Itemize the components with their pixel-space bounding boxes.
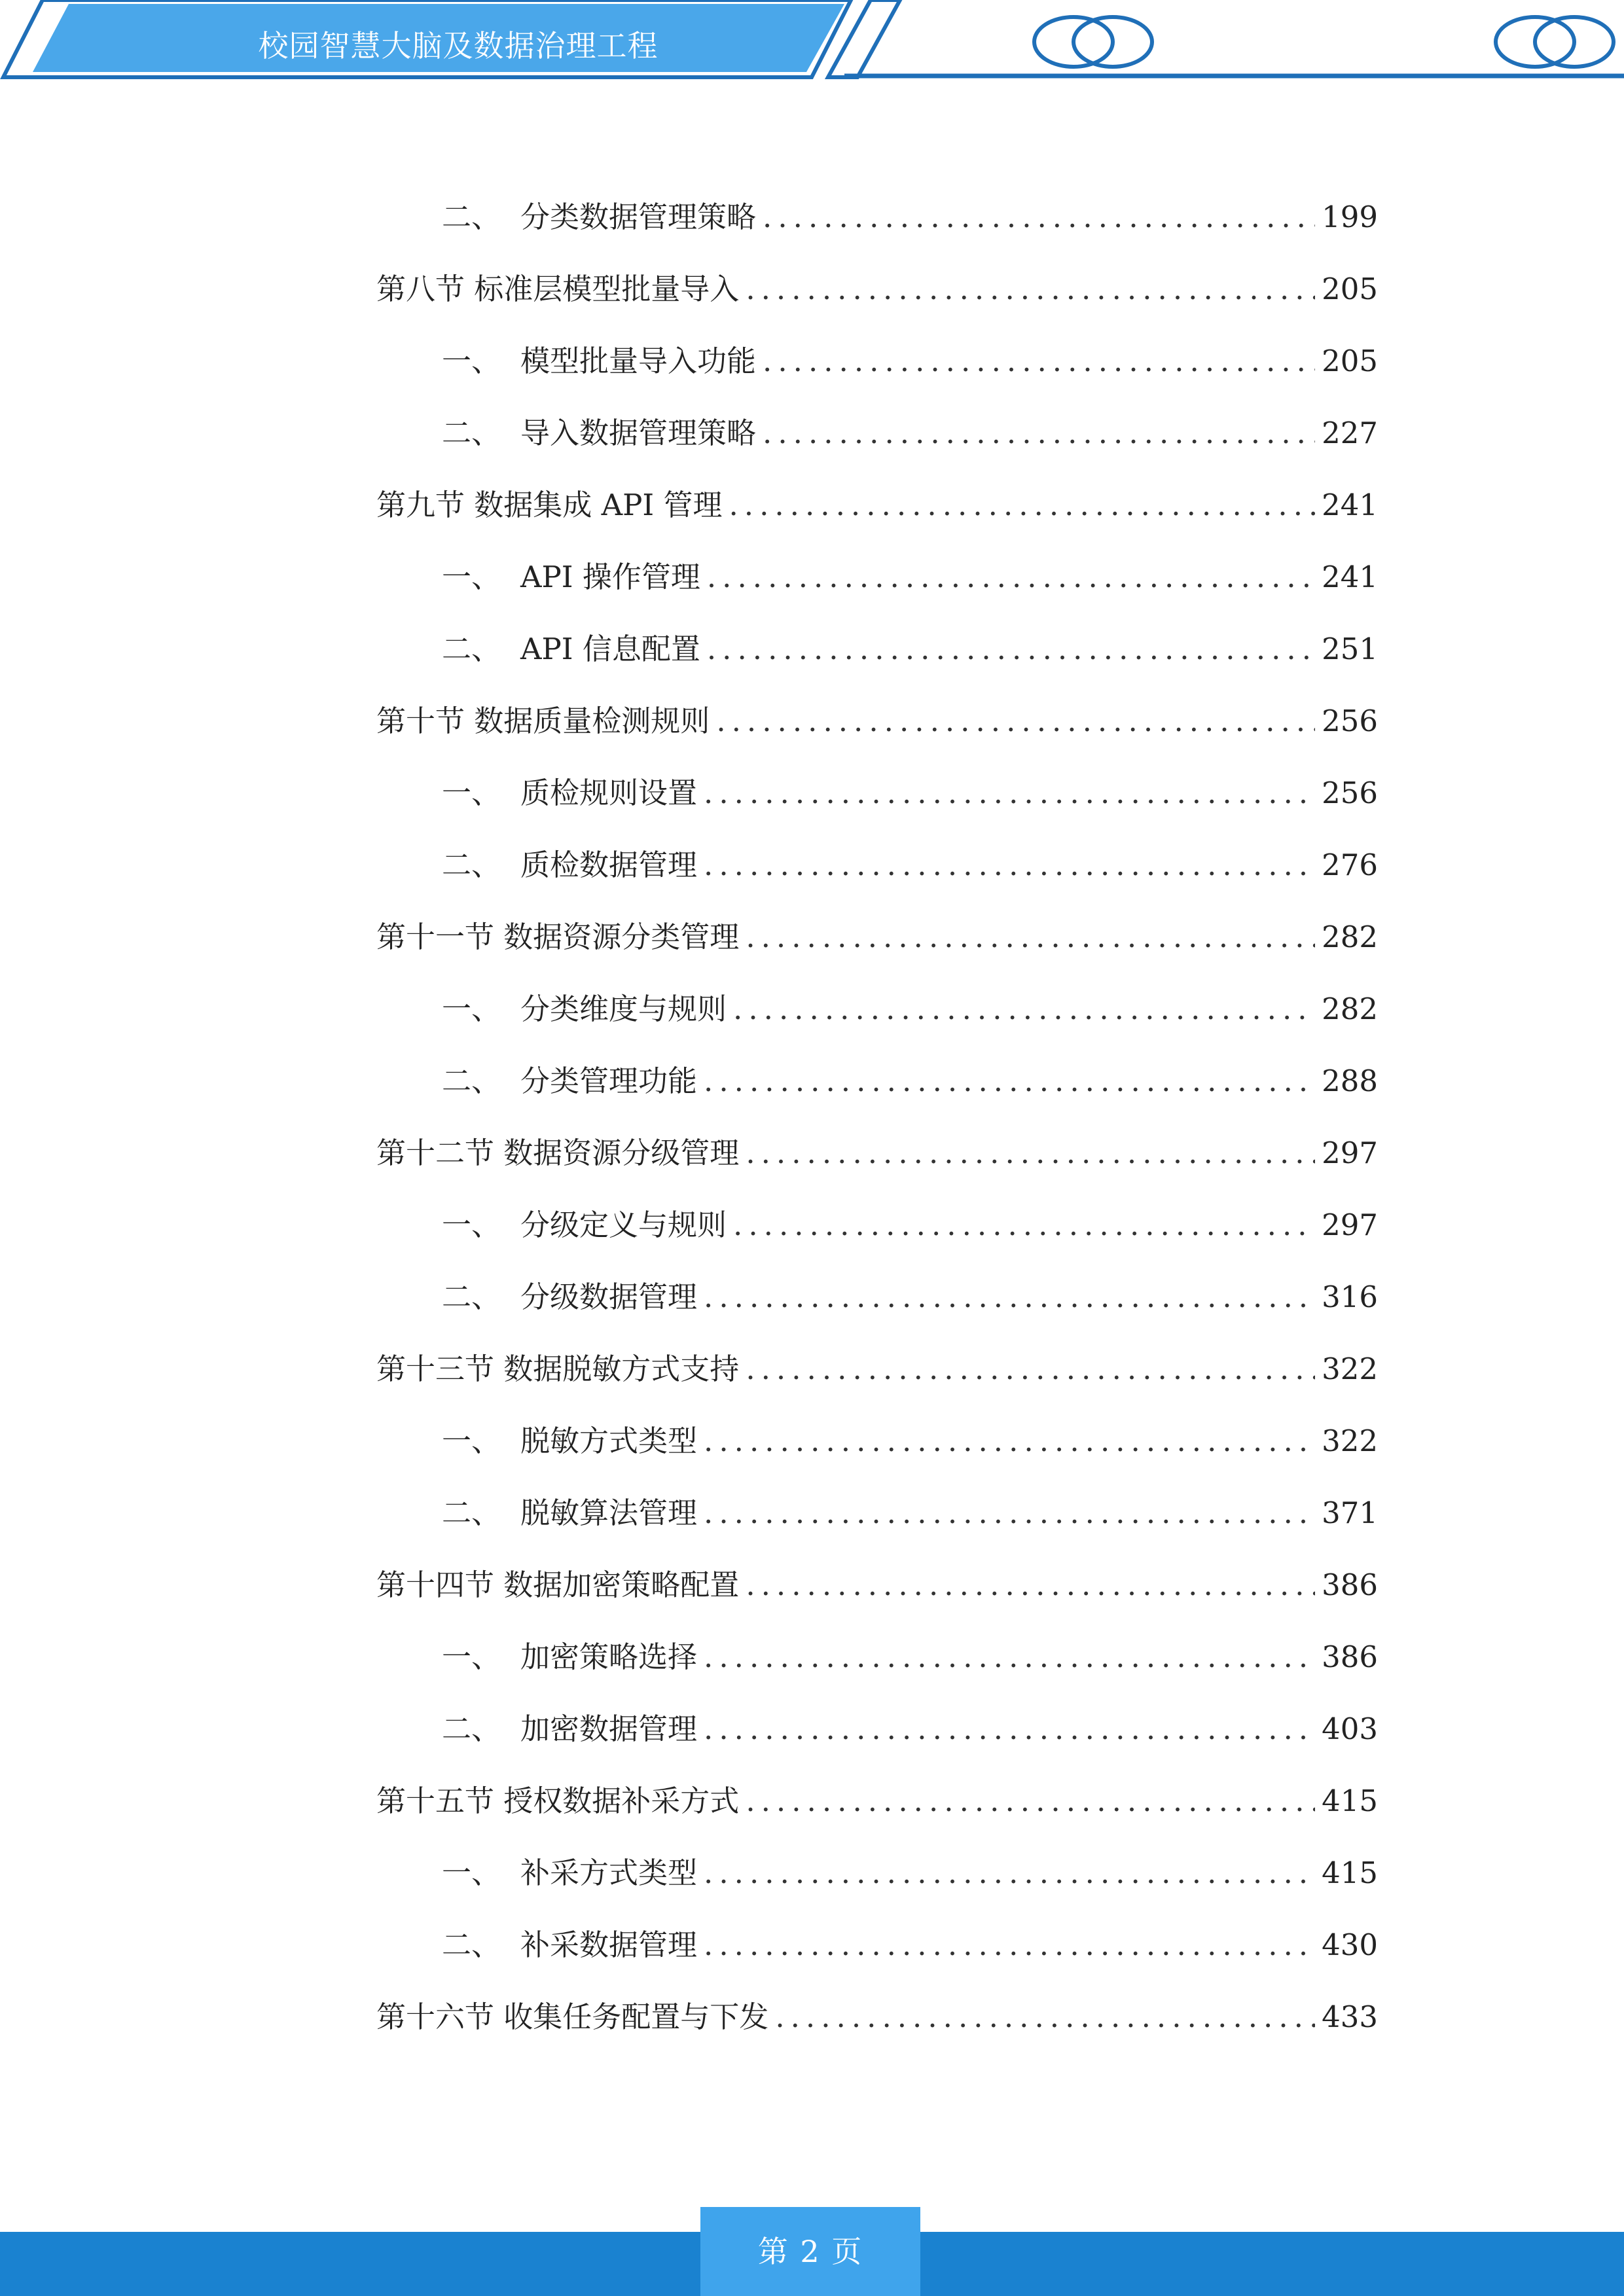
toc-entry-marker: 二、 <box>442 1496 501 1530</box>
toc-page-number: 322 <box>1322 1352 1378 1386</box>
toc-page-number: 282 <box>1322 992 1378 1026</box>
toc-entry-label <box>442 191 756 243</box>
toc-dot-leader <box>763 191 1315 243</box>
toc-dot-leader <box>763 407 1315 459</box>
toc-section-entry[interactable] <box>376 1775 1378 1847</box>
toc-entry-label <box>376 1343 739 1395</box>
toc-page-number: 256 <box>1322 776 1378 810</box>
toc-entry-label <box>442 1055 697 1107</box>
toc-entry-label <box>376 1775 739 1827</box>
toc-entry-title: 第十一节 数据资源分类管理 <box>376 920 740 954</box>
toc-dot-leader <box>704 1631 1315 1683</box>
toc-entry-marker: 一、 <box>442 1640 501 1674</box>
table-of-contents <box>376 191 1378 2063</box>
toc-entry-title: 第八节 标准层模型批量导入 <box>376 272 740 306</box>
toc-entry-label <box>376 479 722 531</box>
toc-entry-label <box>442 1199 727 1251</box>
toc-page-number: 433 <box>1322 2000 1378 2034</box>
toc-dot-leader <box>746 1343 1315 1395</box>
toc-page-number: 241 <box>1322 560 1378 594</box>
toc-subsection-entry[interactable] <box>376 407 1378 479</box>
toc-entry-title: 第十五节 授权数据补采方式 <box>376 1784 740 1818</box>
toc-page-number: 288 <box>1322 1064 1378 1098</box>
toc-subsection-entry[interactable] <box>376 1271 1378 1343</box>
toc-page-number: 251 <box>1322 632 1378 666</box>
toc-entry-label <box>442 1703 697 1755</box>
toc-entry-marker: 二、 <box>442 416 501 450</box>
toc-page-number: 256 <box>1322 704 1378 738</box>
toc-dot-leader <box>775 1991 1315 2043</box>
toc-section-entry[interactable] <box>376 911 1378 983</box>
toc-dot-leader <box>763 335 1315 387</box>
toc-section-entry[interactable] <box>376 1559 1378 1631</box>
toc-page-number: 322 <box>1322 1424 1378 1458</box>
toc-entry-title: 第九节 数据集成 API 管理 <box>376 488 723 522</box>
toc-page-number: 199 <box>1322 200 1378 234</box>
toc-entry-marker: 一、 <box>442 776 501 810</box>
toc-entry-label <box>442 1487 697 1539</box>
toc-page-number: 386 <box>1322 1568 1378 1602</box>
toc-dot-leader <box>704 1271 1315 1323</box>
toc-page-number: 297 <box>1322 1208 1378 1242</box>
toc-dot-leader <box>704 839 1315 891</box>
toc-entry-label <box>442 1847 697 1899</box>
toc-entry-marker: 二、 <box>442 848 501 882</box>
toc-entry-marker: 一、 <box>442 344 501 378</box>
toc-entry-label <box>442 1271 697 1323</box>
toc-dot-leader <box>707 623 1315 675</box>
toc-entry-title: 分类维度与规则 <box>520 992 727 1026</box>
toc-entry-label <box>376 1127 739 1179</box>
toc-dot-leader <box>704 767 1315 819</box>
toc-dot-leader <box>733 1199 1315 1251</box>
toc-page-number: 227 <box>1322 416 1378 450</box>
toc-page-number: 371 <box>1322 1496 1378 1530</box>
toc-dot-leader <box>704 1415 1315 1467</box>
toc-entry-title: 第十二节 数据资源分级管理 <box>376 1136 740 1170</box>
toc-dot-leader <box>716 695 1315 747</box>
toc-entry-label <box>442 623 700 675</box>
toc-subsection-entry[interactable] <box>376 1415 1378 1487</box>
toc-page-number: 430 <box>1322 1928 1378 1962</box>
toc-subsection-entry[interactable] <box>376 983 1378 1055</box>
toc-entry-title: 质检数据管理 <box>520 848 698 882</box>
page-number: 第 2 页 <box>700 2207 920 2296</box>
toc-entry-label <box>442 1919 697 1971</box>
toc-entry-title: API 操作管理 <box>520 560 700 594</box>
toc-subsection-entry[interactable] <box>376 767 1378 839</box>
toc-entry-title: 第十三节 数据脱敏方式支持 <box>376 1352 740 1386</box>
toc-page-number: 403 <box>1322 1712 1378 1746</box>
toc-dot-leader <box>704 1055 1315 1107</box>
toc-entry-label <box>442 983 727 1035</box>
toc-dot-leader <box>704 1487 1315 1539</box>
toc-page-number: 282 <box>1322 920 1378 954</box>
toc-subsection-entry[interactable] <box>376 839 1378 911</box>
toc-page-number: 276 <box>1322 848 1378 882</box>
toc-entry-label <box>442 407 756 459</box>
toc-subsection-entry[interactable] <box>376 1199 1378 1271</box>
toc-dot-leader <box>729 479 1315 531</box>
toc-entry-title: 分级数据管理 <box>520 1280 698 1314</box>
toc-subsection-entry[interactable] <box>376 1631 1378 1703</box>
toc-page-number: 297 <box>1322 1136 1378 1170</box>
toc-dot-leader <box>746 911 1315 963</box>
toc-dot-leader <box>746 1559 1315 1611</box>
toc-entry-title: 脱敏算法管理 <box>520 1496 698 1530</box>
interlocking-rings-icon <box>1496 17 1614 67</box>
toc-section-entry[interactable] <box>376 479 1378 551</box>
toc-entry-marker: 二、 <box>442 1928 501 1962</box>
toc-entry-marker: 二、 <box>442 1712 501 1746</box>
toc-page-number: 415 <box>1322 1856 1378 1890</box>
toc-entry-title: 分类管理功能 <box>520 1064 698 1098</box>
toc-entry-label <box>376 695 710 747</box>
toc-entry-title: 第十六节 收集任务配置与下发 <box>376 2000 769 2034</box>
interlocking-rings-icon <box>1034 17 1152 67</box>
toc-subsection-entry[interactable] <box>376 1703 1378 1775</box>
toc-section-entry[interactable] <box>376 695 1378 767</box>
toc-entry-title: 导入数据管理策略 <box>520 416 757 450</box>
toc-entry-marker: 一、 <box>442 560 501 594</box>
toc-section-entry[interactable] <box>376 263 1378 335</box>
toc-subsection-entry[interactable] <box>376 1919 1378 1991</box>
toc-entry-marker: 二、 <box>442 200 501 234</box>
toc-entry-title: 加密策略选择 <box>520 1640 698 1674</box>
toc-subsection-entry[interactable] <box>376 335 1378 407</box>
toc-page-number: 316 <box>1322 1280 1378 1314</box>
toc-dot-leader <box>746 263 1315 315</box>
toc-entry-label <box>442 335 756 387</box>
toc-page-number: 241 <box>1322 488 1378 522</box>
toc-entry-title: 补采数据管理 <box>520 1928 698 1962</box>
toc-entry-title: 模型批量导入功能 <box>520 344 757 378</box>
toc-section-entry[interactable] <box>376 1127 1378 1199</box>
toc-page-number: 205 <box>1322 344 1378 378</box>
toc-entry-marker: 二、 <box>442 1064 501 1098</box>
toc-section-entry[interactable] <box>376 1343 1378 1415</box>
toc-entry-marker: 一、 <box>442 1856 501 1890</box>
toc-entry-marker: 二、 <box>442 1280 501 1314</box>
toc-entry-title: 加密数据管理 <box>520 1712 698 1746</box>
toc-entry-label <box>442 767 697 819</box>
document-title: 校园智慧大脑及数据治理工程 <box>258 28 659 63</box>
toc-entry-title: 质检规则设置 <box>520 776 698 810</box>
toc-subsection-entry[interactable] <box>376 623 1378 695</box>
toc-entry-label <box>442 551 700 603</box>
toc-entry-label <box>376 911 739 963</box>
toc-dot-leader <box>733 983 1315 1035</box>
toc-entry-marker: 一、 <box>442 1424 501 1458</box>
toc-dot-leader <box>746 1127 1315 1179</box>
toc-page-number: 205 <box>1322 272 1378 306</box>
toc-dot-leader <box>704 1703 1315 1755</box>
toc-dot-leader <box>704 1919 1315 1971</box>
toc-dot-leader <box>704 1847 1315 1899</box>
toc-dot-leader <box>746 1775 1315 1827</box>
toc-page-number: 386 <box>1322 1640 1378 1674</box>
toc-subsection-entry[interactable] <box>376 1847 1378 1919</box>
toc-entry-title: 补采方式类型 <box>520 1856 698 1890</box>
toc-entry-marker: 一、 <box>442 1208 501 1242</box>
toc-entry-title: 脱敏方式类型 <box>520 1424 698 1458</box>
toc-entry-title: API 信息配置 <box>520 632 700 666</box>
toc-entry-title: 第十四节 数据加密策略配置 <box>376 1568 740 1602</box>
toc-entry-title: 第十节 数据质量检测规则 <box>376 704 710 738</box>
toc-entry-marker: 二、 <box>442 632 501 666</box>
toc-section-entry[interactable] <box>376 1991 1378 2063</box>
toc-entry-label <box>376 1559 739 1611</box>
toc-dot-leader <box>707 551 1315 603</box>
toc-entry-title: 分类数据管理策略 <box>520 200 757 234</box>
toc-entry-label <box>442 1631 697 1683</box>
toc-entry-label <box>376 1991 768 2043</box>
toc-subsection-entry[interactable] <box>376 1487 1378 1559</box>
toc-entry-label <box>442 1415 697 1467</box>
toc-subsection-entry[interactable] <box>376 191 1378 263</box>
toc-subsection-entry[interactable] <box>376 551 1378 623</box>
toc-entry-marker: 一、 <box>442 992 501 1026</box>
toc-entry-label <box>442 839 697 891</box>
toc-entry-title: 分级定义与规则 <box>520 1208 727 1242</box>
toc-entry-label <box>376 263 739 315</box>
toc-subsection-entry[interactable] <box>376 1055 1378 1127</box>
toc-page-number: 415 <box>1322 1784 1378 1818</box>
